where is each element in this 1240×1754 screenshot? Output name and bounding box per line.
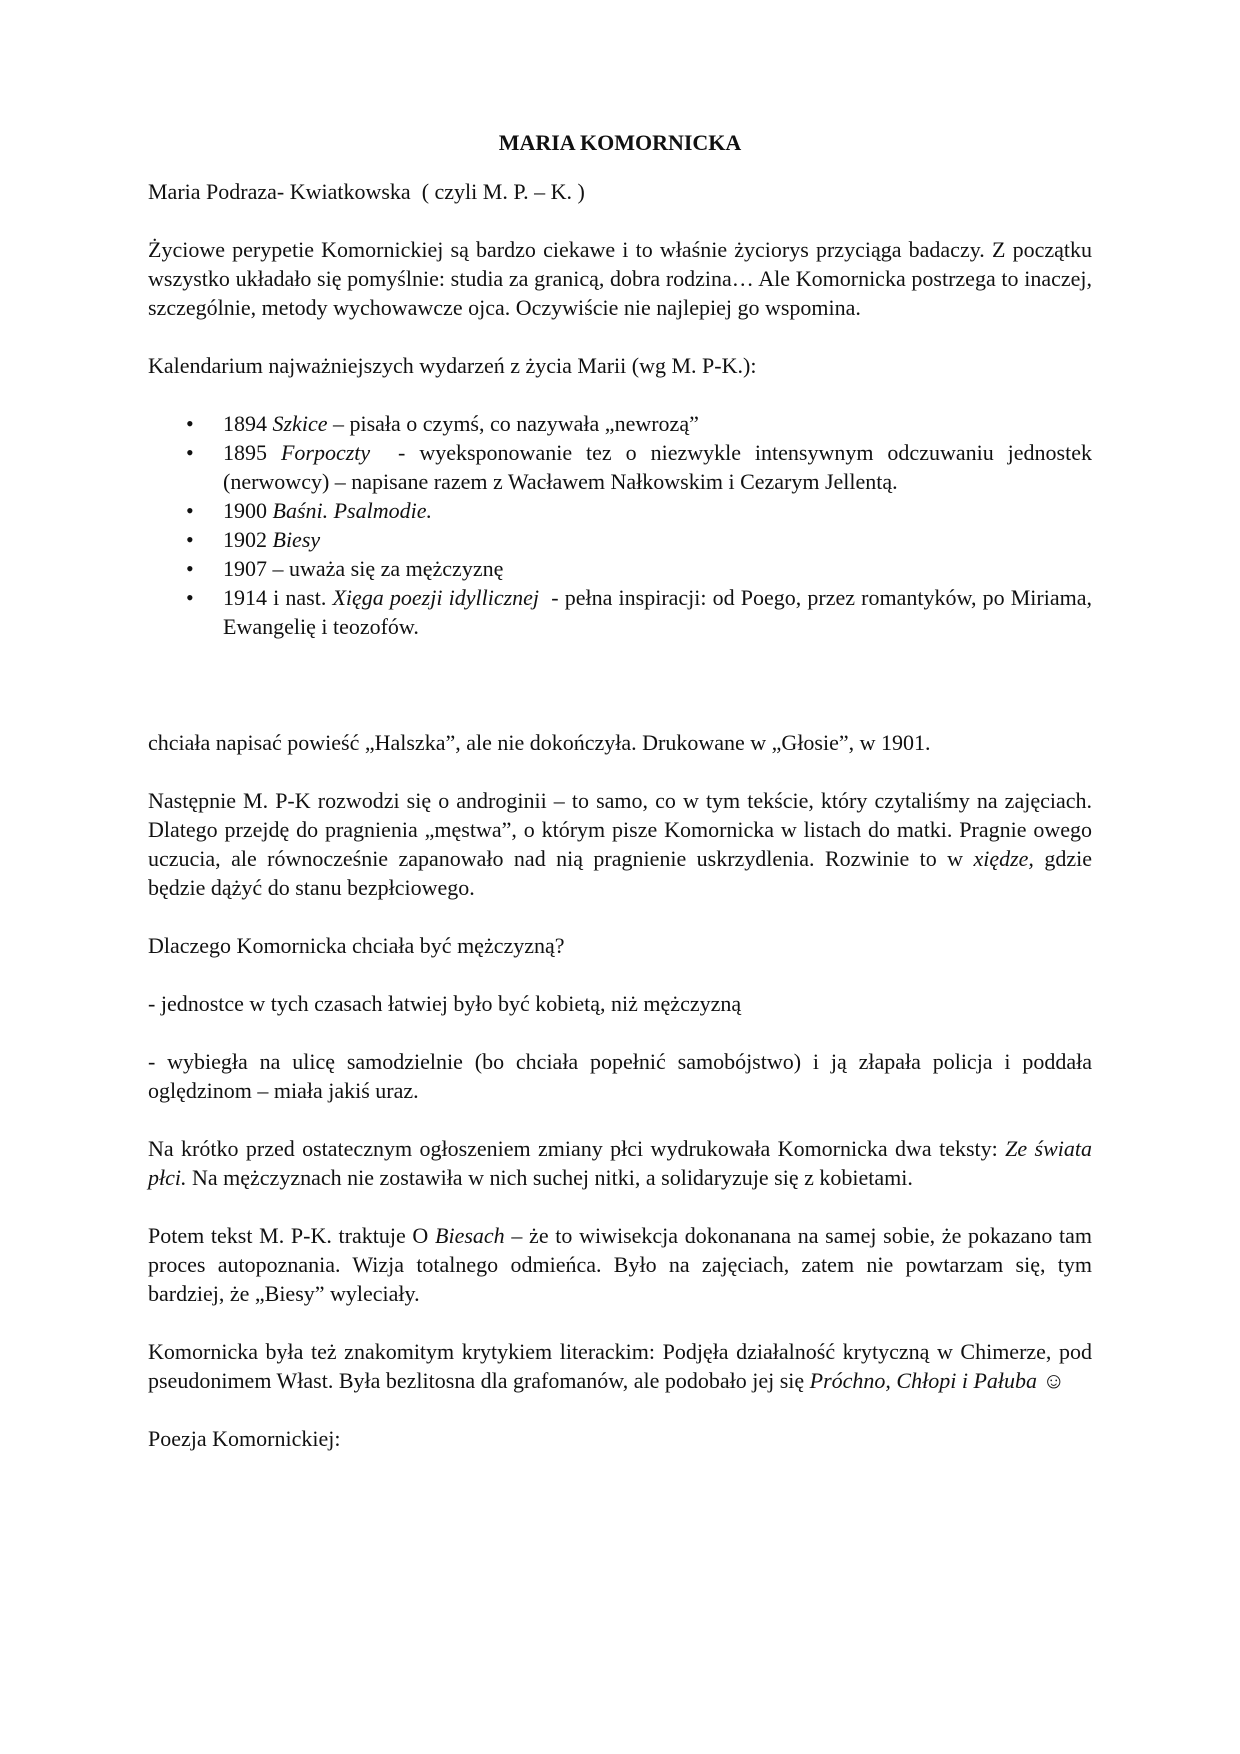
timeline-year: 1894 — [223, 411, 273, 436]
timeline-description: – pisała o czymś, co nazywała „newrozą” — [327, 411, 699, 436]
timeline-item — [148, 409, 1092, 438]
timeline-year: 1914 i nast. — [223, 585, 333, 610]
smiley-icon: ☺ — [1037, 1368, 1065, 1393]
timeline-year: 1895 — [223, 440, 281, 465]
krytyk-italic: Próchno, Chłopi i Pałuba — [809, 1368, 1037, 1393]
bullet-icon: • — [186, 556, 194, 581]
timeline-item — [148, 583, 1098, 641]
timeline-work-title: Forpoczty — [280, 440, 371, 465]
biesy-text-end: – że to wiwisekcja dokonanana na samej sobie, że pokazano tam proces autopoznania. Wizja totalnego odmieńca. Było na zajęciach, zatem nie powtarzam się, tym bardziej, że „Biesy” wyleciały. — [148, 1223, 1092, 1306]
biesy-text: Potem tekst M. P-K. traktuje O — [148, 1223, 436, 1248]
intro-paragraph: Życiowe perypetie Komornickiej są bardzo ciekawe i to właśnie życiorys przyciąga badaczy. Z początku wszystko układało się pomyślnie: studia za granicą, dobra rodzina… Ale Komornicka postrzega to inaczej, szczególnie, metody wychowawcze ojca. Oczywiście nie najlepiej go wspomina. — [148, 237, 1092, 320]
timeline-year: 1900 — [223, 498, 273, 523]
swiat-plci-text: Na krótko przed ostatecznym ogłoszeniem zmiany płci wydrukowała Komornicka dwa teksty: — [148, 1136, 1006, 1161]
bullet-icon: • — [186, 498, 194, 523]
swiat-plci-italic: Ze świata płci. — [148, 1136, 1092, 1190]
timeline-item — [148, 438, 1098, 496]
krytyk-text: Komornicka była też znakomitym krytykiem literackim: Podjęła działalność krytyczną w Chimerze, pod pseudonimem Włast. Była bezlitosna dla grafomanów, ale podobało jej się — [148, 1339, 1092, 1393]
timeline-work-title: Szkice — [272, 411, 328, 436]
question-paragraph: Dlaczego Komornicka chciała być mężczyzną? — [148, 933, 565, 958]
author-line: Maria Podraza- Kwiatkowska ( czyli M. P. – K. ) — [148, 179, 585, 204]
timeline-year: 1907 – uważa się za mężczyznę — [223, 556, 504, 581]
timeline-description: - pełna inspiracji: od Poego, przez romantyków, po Miriama, Ewangelię i teozofów. — [223, 585, 1098, 639]
timeline-work-title: Xięga poezji idyllicznej — [332, 585, 540, 610]
blank-gap — [148, 670, 1092, 728]
calendar-heading: Kalendarium najważniejszych wydarzeń z życia Marii (wg M. P-K.): — [148, 353, 757, 378]
document-page — [148, 128, 1098, 1482]
bullet-icon: • — [186, 527, 194, 552]
timeline-description: - wyeksponowanie tez o niezwykle intensywnym odczuwaniu jednostek (nerwowcy) – napisane razem z Wacławem Nałkowskim i Cezarym Jellentą. — [223, 440, 1098, 494]
timeline-item — [148, 525, 1092, 554]
timeline-list — [148, 409, 1098, 641]
androginia-text-end: gdzie będzie dążyć do stanu bezpłciowego. — [148, 846, 1092, 900]
timeline-work-title: Biesy — [272, 527, 321, 552]
swiat-plci-text-end: Na mężczyznach nie zostawiła w nich suchej nitki, a solidaryzuje się z kobietami. — [186, 1165, 913, 1190]
biesy-italic: Biesach — [435, 1223, 505, 1248]
reason-paragraph-1: - jednostce w tych czasach łatwiej było być kobietą, niż mężczyzną — [148, 991, 742, 1016]
swiat-plci-paragraph — [148, 1134, 1092, 1192]
biesy-paragraph — [148, 1221, 1092, 1308]
androginia-italic: xiędze, — [973, 846, 1034, 871]
androginia-paragraph — [148, 786, 1092, 902]
halszka-paragraph: chciała napisać powieść „Halszka”, ale nie dokończyła. Drukowane w „Głosie”, w 1901. — [148, 730, 931, 755]
timeline-work-title: Baśni. Psalmodie. — [272, 498, 432, 523]
androginia-text: Następnie M. P-K rozwodzi się o androginii – to samo, co w tym tekście, który czytaliśmy na zajęciach. Dlatego przejdę do pragnienia „męstwa”, o którym pisze Komornicka w listach do matki. Pragnie owego uczucia, ale równocześnie zapanowało nad nią pragnienie uskrzydlenia. Rozwinie to w — [148, 788, 1092, 871]
document-title: MARIA KOMORNICKA — [498, 130, 742, 155]
timeline-year: 1902 — [223, 527, 273, 552]
timeline-item — [148, 496, 1092, 525]
bullet-icon: • — [186, 585, 194, 610]
reason-paragraph-2: - wybiegła na ulicę samodzielnie (bo chciała popełnić samobójstwo) i ją złapała policja i poddała oględzinom – miała jakiś uraz. — [148, 1049, 1092, 1103]
bullet-icon: • — [186, 411, 194, 436]
poezja-heading: Poezja Komornickiej: — [148, 1426, 341, 1451]
bullet-icon: • — [186, 440, 194, 465]
timeline-item — [148, 554, 1092, 583]
krytyk-paragraph — [148, 1337, 1092, 1395]
